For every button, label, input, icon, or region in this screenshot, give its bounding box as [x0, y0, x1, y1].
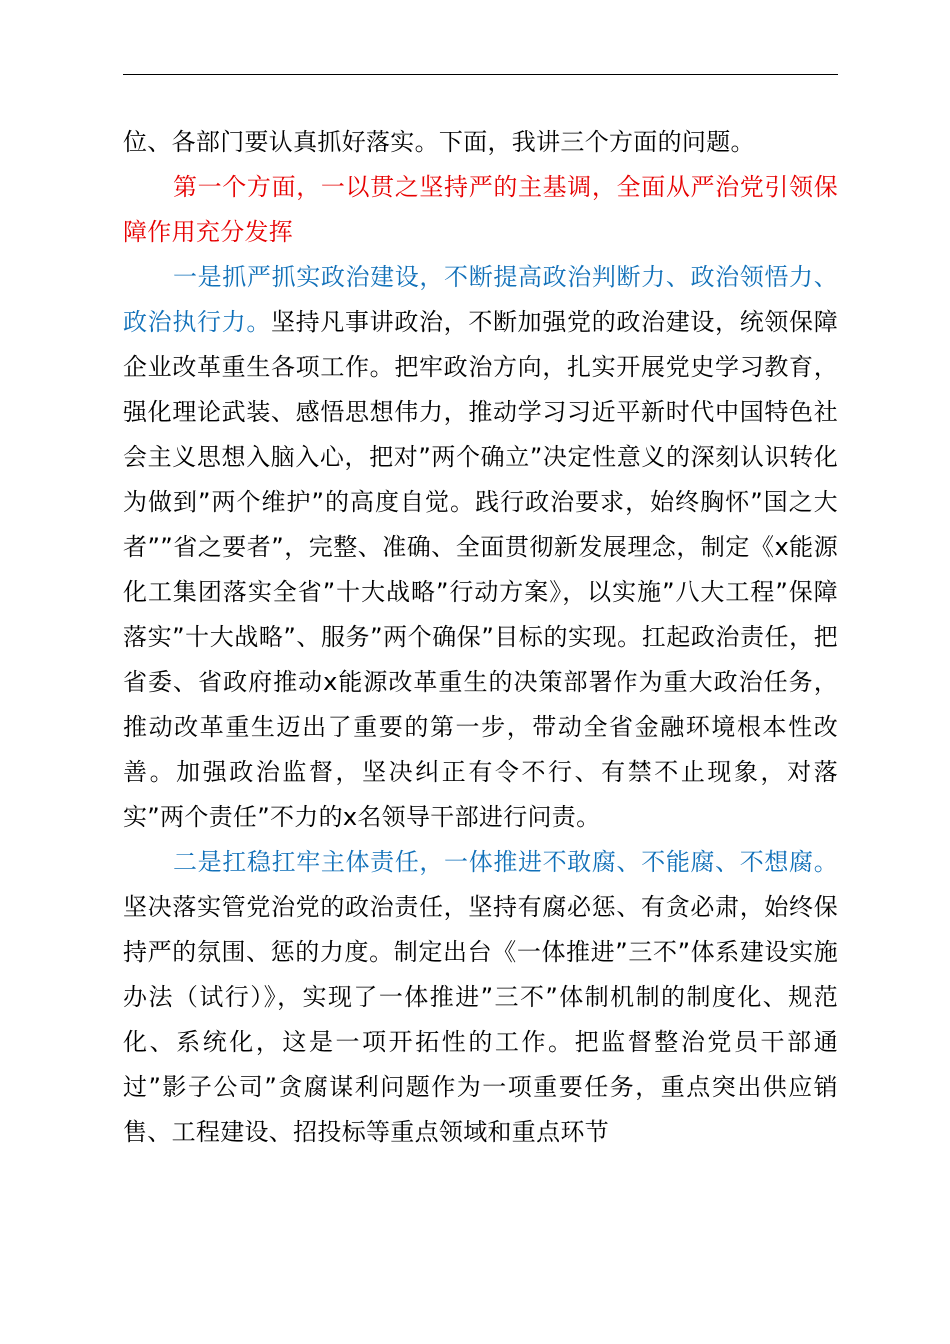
paragraph-point-2 — [123, 840, 838, 1155]
section-heading-text: 第一个方面，一以贯之坚持严的主基调，全面从严治党引领保障作用充分发挥 — [123, 173, 838, 246]
paragraph-text: 坚决落实管党治党的政治责任，坚持有腐必惩、有贪必肃，始终保持严的氛围、惩的力度。制定出台《一体推进”三不”体系建设实施办法（试行）》，实现了一体推进”三不”体制机制的制度化、规范化、系统化，这是一项开拓性的工作。把监督整治党员干部通过”影子公司”贪腐谋利问题作为一项重要任务，重点突出供应销售、工程建设、招投标等重点领域和重点环节 — [123, 893, 838, 1146]
paragraph-point-1 — [123, 255, 838, 840]
paragraph-intro — [123, 120, 838, 165]
section-heading-1 — [123, 165, 838, 255]
paragraph-text: 位、各部门要认真抓好落实。下面，我讲三个方面的问题。 — [123, 128, 755, 156]
header-rule — [123, 74, 838, 75]
point-heading: 二是扛稳扛牢主体责任，一体推进不敢腐、不能腐、不想腐。 — [173, 848, 838, 876]
point-heading: 一是抓严抓实政治建设，不断提高政治判断力、政治领悟力、政治执行力。 — [123, 263, 838, 336]
paragraph-text: 坚持凡事讲政治，不断加强党的政治建设，统领保障企业改革重生各项工作。把牢政治方向，扎实开展党史学习教育，强化理论武装、感悟思想伟力，推动学习习近平新时代中国特色社会主义思想入脑入心，把对”两个确立”决定性意义的深刻认识转化为做到”两个维护”的高度自觉。践行政治要求，始终胸怀”国之大者””省之要者”，完整、准确、全面贯彻新发展理念，制定《x能源化工集团落实全省”十大战略”行动方案》，以实施”八大工程”保障落实”十大战略”、服务”两个确保”目标的实现。扛起政治责任，把省委、省政府推动x能源改革重生的决策部署作为重大政治任务，推动改革重生迈出了重要的第一步，带动全省金融环境根本性改善。加强政治监督，坚决纠正有令不行、有禁不止现象，对落实”两个责任”不力的x名领导干部进行问责。 — [123, 308, 838, 831]
document-body — [123, 120, 838, 1155]
